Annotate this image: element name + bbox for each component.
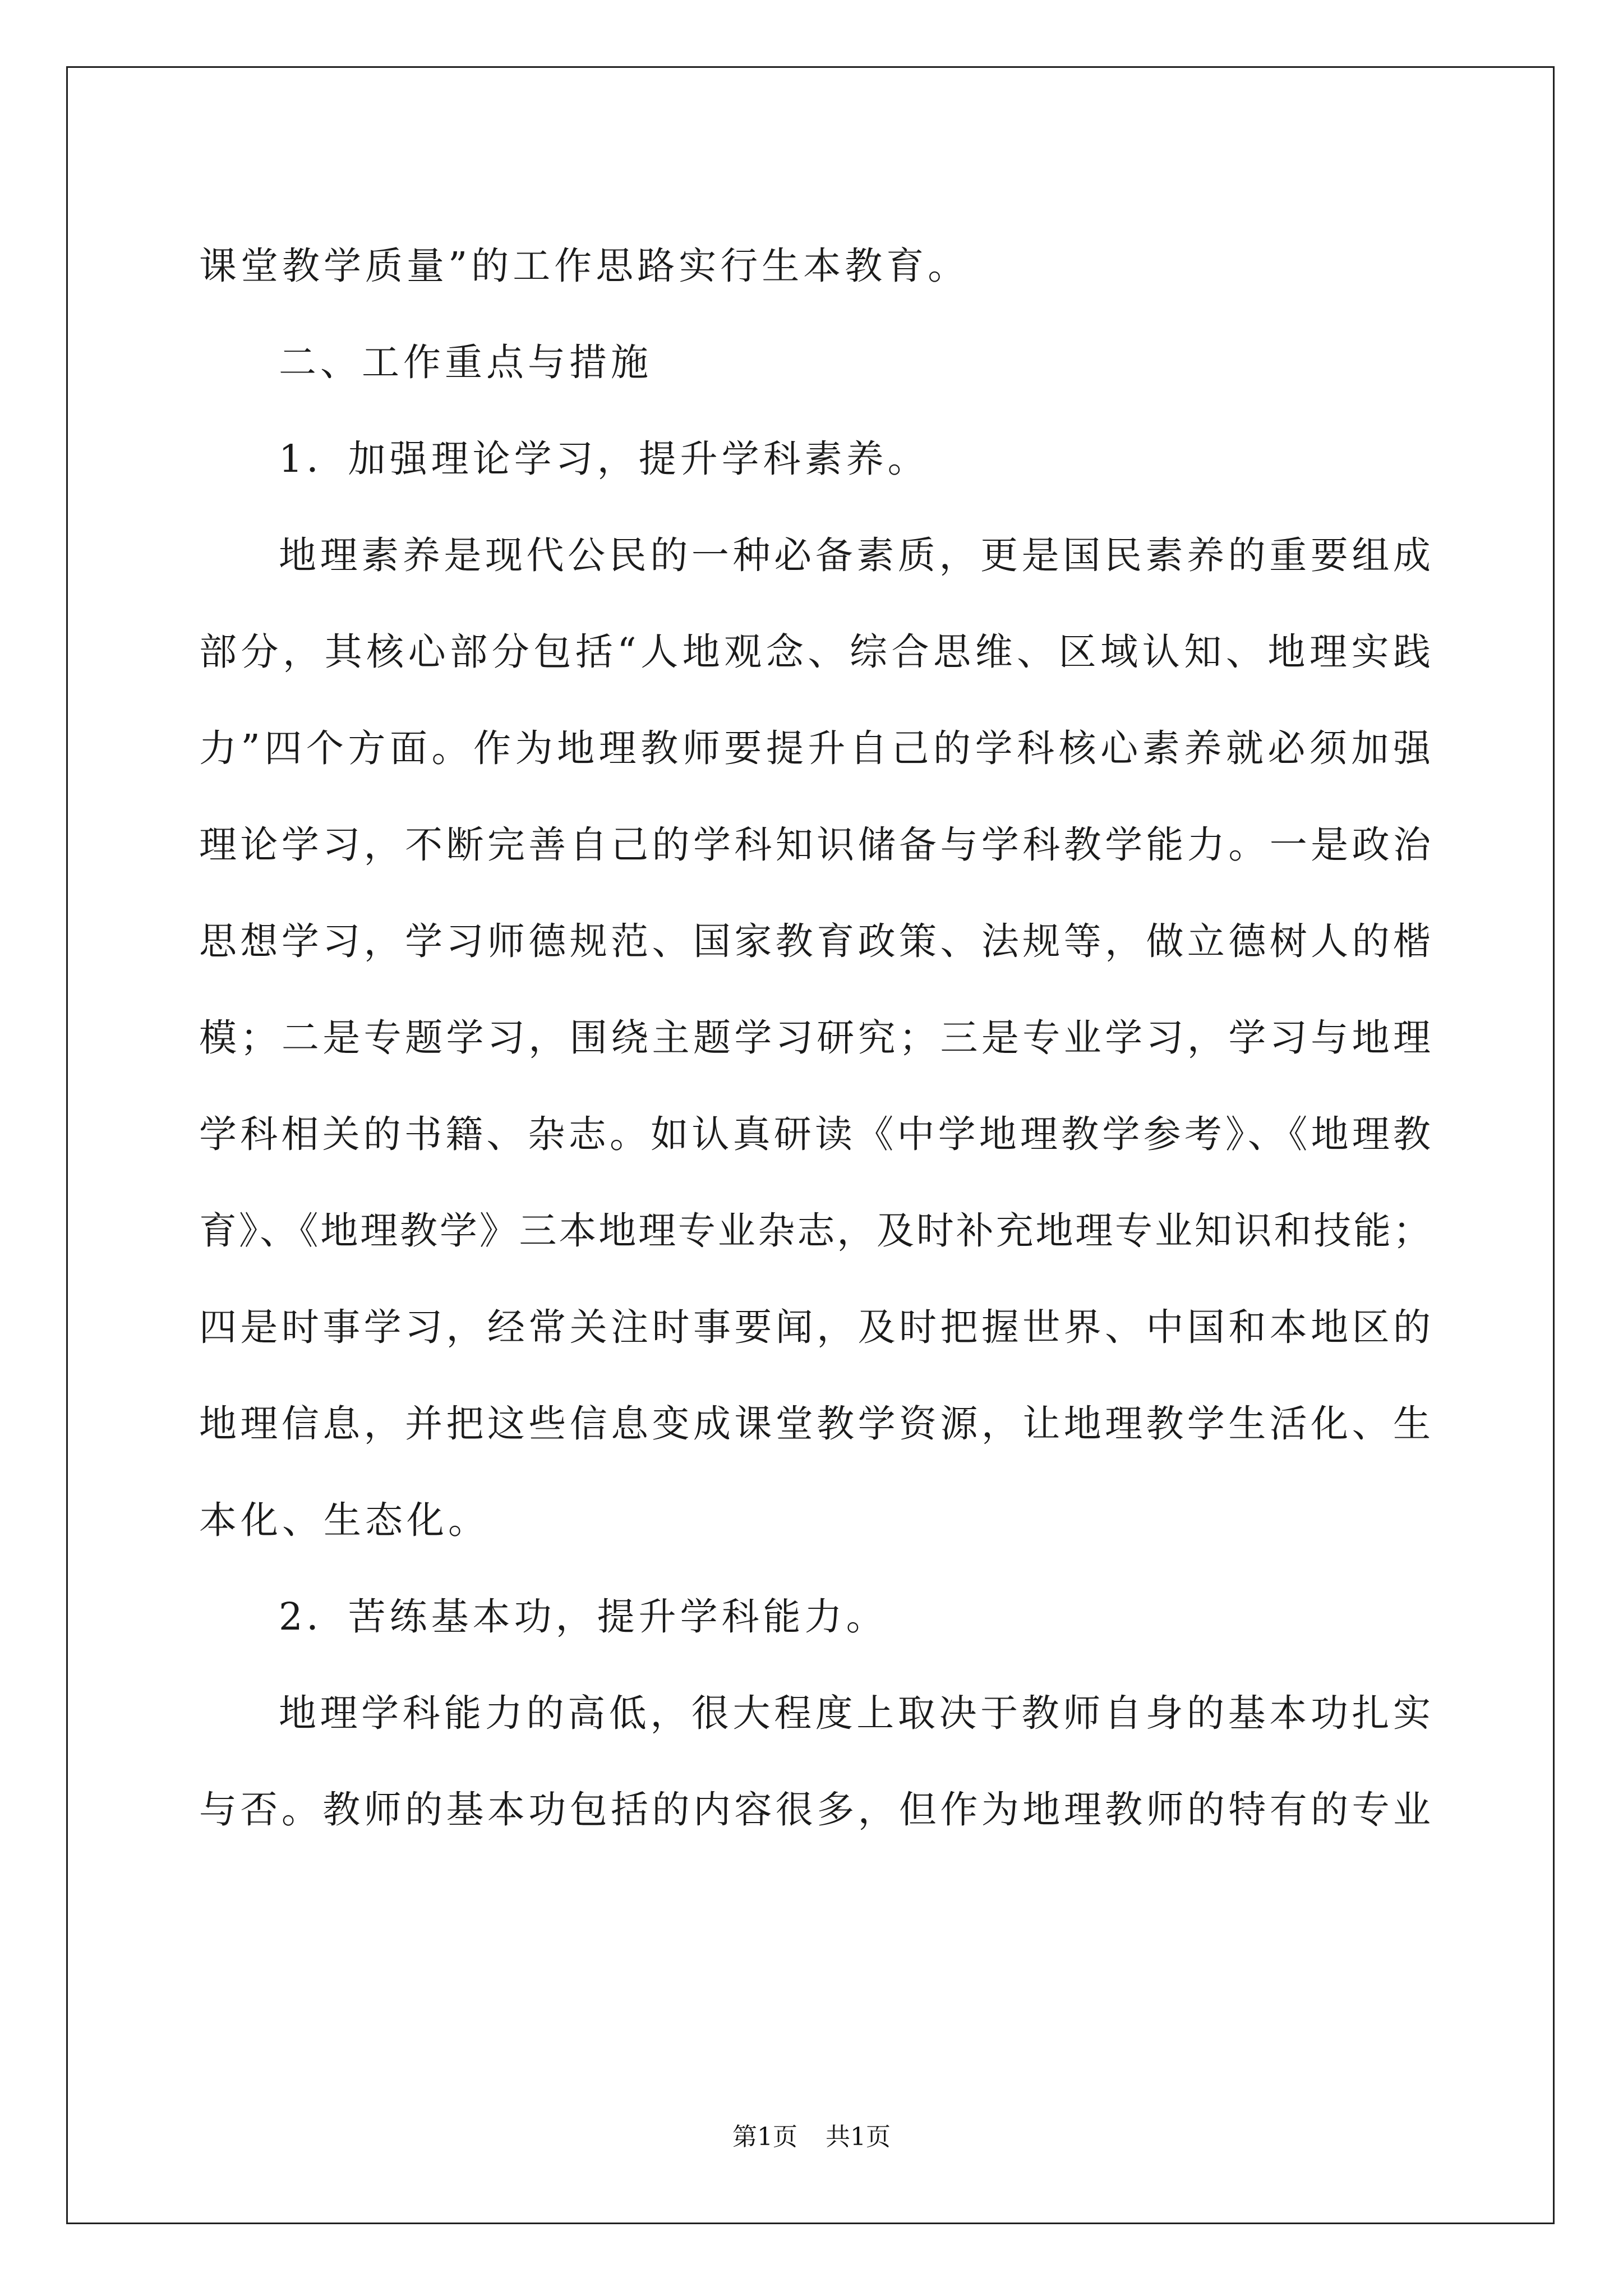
subsection-heading: 1．加强理论学习，提升学科素养。 <box>279 437 929 481</box>
paragraph-line: 部分，其核心部分包括“人地观念、综合思维、区域认知、地理实践 <box>199 630 1431 674</box>
paragraph-line: 学科相关的书籍、杂志。如认真研读《中学地理教学参考》、《地理教 <box>199 1112 1431 1156</box>
paragraph-line: 地理信息，并把这些信息变成课堂教学资源，让地理教学生活化、生 <box>199 1402 1431 1446</box>
paragraph-line: 与否。教师的基本功包括的内容很多，但作为地理教师的特有的专业 <box>199 1788 1431 1832</box>
paragraph-line: 模；二是专题学习，围绕主题学习研究；三是专业学习，学习与地理 <box>199 1016 1431 1060</box>
paragraph-line: 四是时事学习，经常关注时事要闻，及时把握世界、中国和本地区的 <box>199 1305 1431 1349</box>
page-total: 共1页 <box>826 2123 891 2151</box>
paragraph-line: 力”四个方面。作为地理教师要提升自己的学科核心素养就必须加强 <box>199 726 1431 770</box>
document-body <box>199 218 1431 1858</box>
subsection-heading: 2．苦练基本功，提升学科能力。 <box>279 1595 888 1639</box>
page-number: 第1页 <box>732 2123 797 2151</box>
section-heading: 二、工作重点与措施 <box>279 341 652 384</box>
paragraph-line: 地理学科能力的高低，很大程度上取决于教师自身的基本功扎实 <box>279 1691 1431 1735</box>
paragraph-line: 课堂教学质量”的工作思路实行生本教育。 <box>199 244 970 288</box>
paragraph-line: 育》、《地理教学》三本地理专业杂志，及时补充地理专业知识和技能； <box>199 1209 1431 1253</box>
paragraph-line: 理论学习，不断完善自己的学科知识储备与学科教学能力。一是政治 <box>199 823 1431 867</box>
paragraph-line: 本化、生态化。 <box>199 1498 490 1542</box>
page-footer <box>0 2120 1623 2154</box>
paragraph-line: 地理素养是现代公民的一种必备素质，更是国民素养的重要组成 <box>279 533 1431 577</box>
paragraph-line: 思想学习，学习师德规范、国家教育政策、法规等，做立德树人的楷 <box>199 919 1431 963</box>
